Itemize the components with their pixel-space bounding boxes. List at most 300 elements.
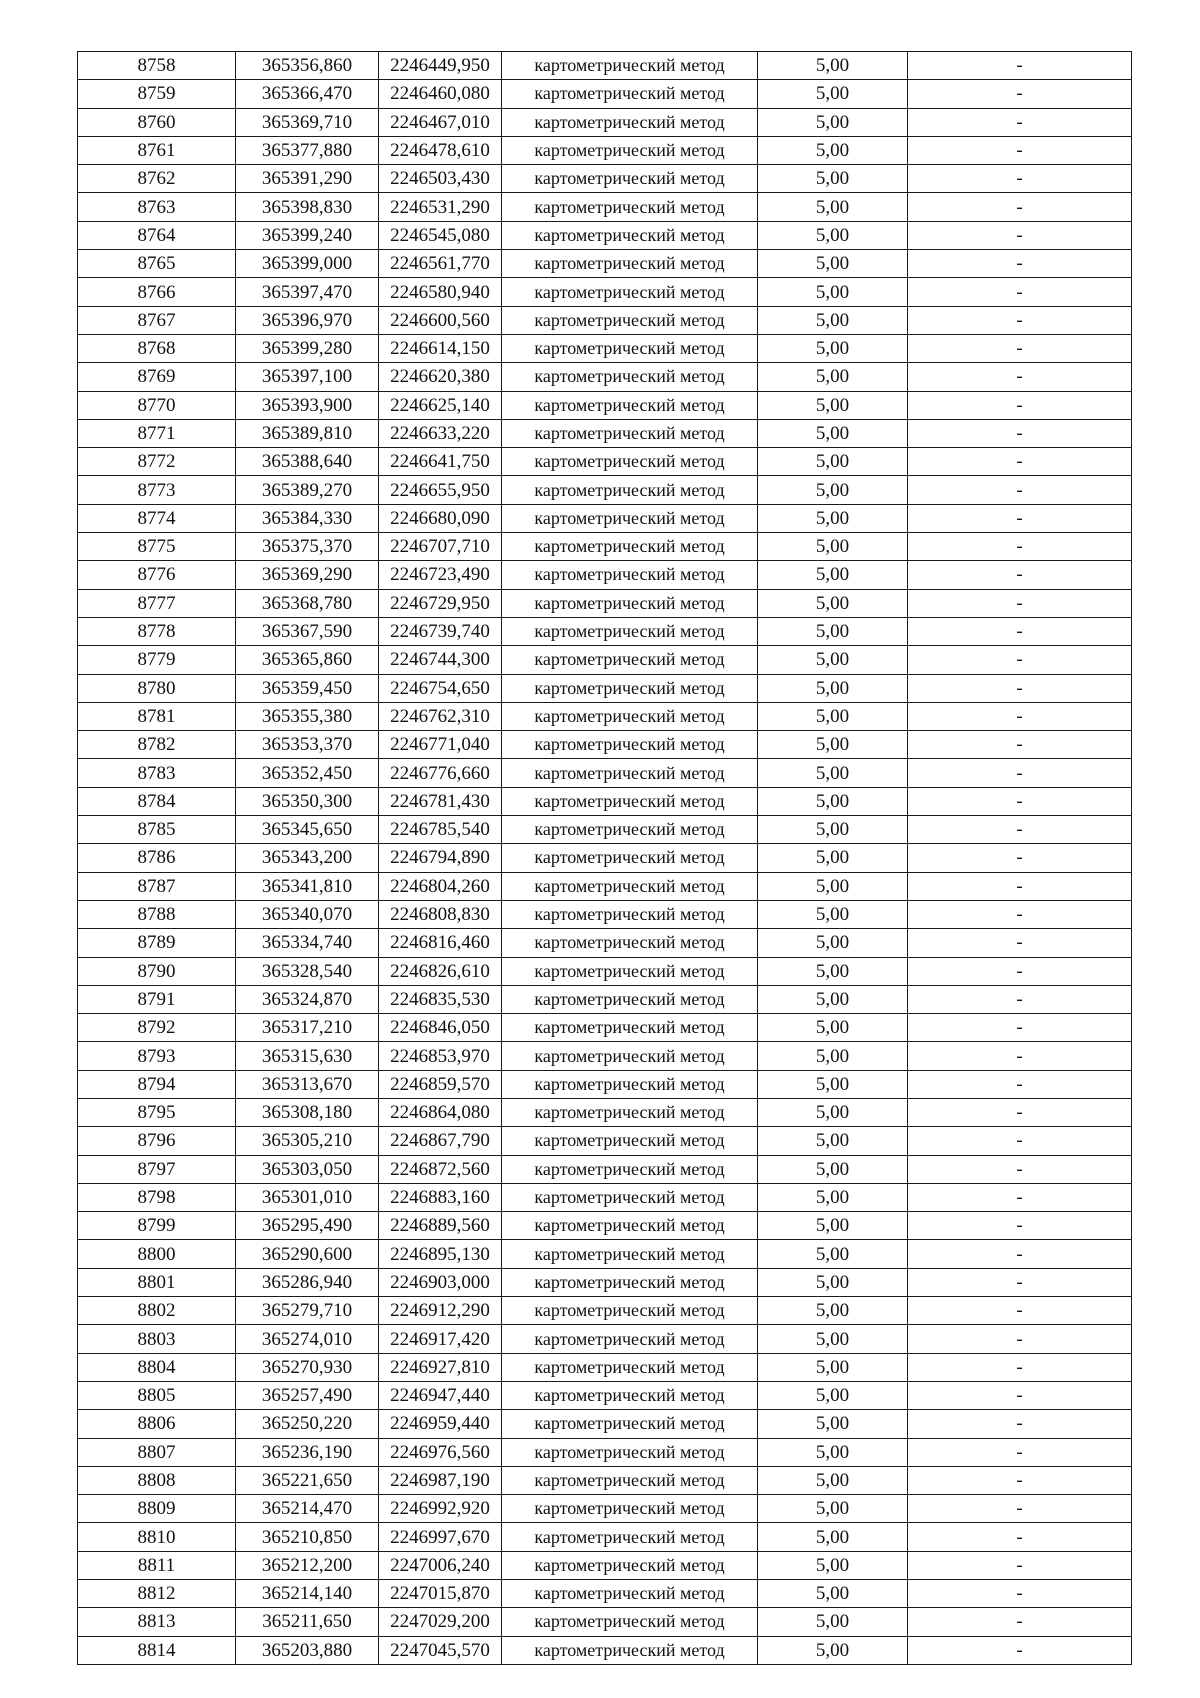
accuracy-cell: 5,00: [758, 1580, 908, 1608]
description-cell: -: [908, 250, 1132, 278]
point-number-cell: 8784: [78, 787, 236, 815]
accuracy-cell: 5,00: [758, 1155, 908, 1183]
table-row: [78, 363, 1132, 391]
y-coordinate-cell: 2246781,430: [379, 787, 502, 815]
y-coordinate-cell: 2246816,460: [379, 929, 502, 957]
x-coordinate-cell: 365341,810: [236, 872, 379, 900]
method-cell: картометрический метод: [502, 1070, 758, 1098]
accuracy-cell: 5,00: [758, 221, 908, 249]
x-coordinate-cell: 365366,470: [236, 80, 379, 108]
point-number-cell: 8786: [78, 844, 236, 872]
description-cell: -: [908, 1155, 1132, 1183]
description-cell: -: [908, 985, 1132, 1013]
y-coordinate-cell: 2246976,560: [379, 1438, 502, 1466]
table-row: [78, 1381, 1132, 1409]
table-row: [78, 759, 1132, 787]
x-coordinate-cell: 365355,380: [236, 702, 379, 730]
accuracy-cell: 5,00: [758, 617, 908, 645]
method-cell: картометрический метод: [502, 900, 758, 928]
accuracy-cell: 5,00: [758, 929, 908, 957]
x-coordinate-cell: 365315,630: [236, 1042, 379, 1070]
table-row: [78, 504, 1132, 532]
accuracy-cell: 5,00: [758, 1070, 908, 1098]
y-coordinate-cell: 2246744,300: [379, 646, 502, 674]
accuracy-cell: 5,00: [758, 80, 908, 108]
description-cell: -: [908, 448, 1132, 476]
description-cell: -: [908, 1240, 1132, 1268]
x-coordinate-cell: 365399,000: [236, 250, 379, 278]
method-cell: картометрический метод: [502, 419, 758, 447]
point-number-cell: 8800: [78, 1240, 236, 1268]
description-cell: -: [908, 589, 1132, 617]
accuracy-cell: 5,00: [758, 731, 908, 759]
method-cell: картометрический метод: [502, 448, 758, 476]
table-row: [78, 533, 1132, 561]
x-coordinate-cell: 365270,930: [236, 1353, 379, 1381]
y-coordinate-cell: 2246776,660: [379, 759, 502, 787]
accuracy-cell: 5,00: [758, 1014, 908, 1042]
x-coordinate-cell: 365389,270: [236, 476, 379, 504]
y-coordinate-cell: 2246655,950: [379, 476, 502, 504]
accuracy-cell: 5,00: [758, 1438, 908, 1466]
x-coordinate-cell: 365356,860: [236, 52, 379, 80]
description-cell: -: [908, 1127, 1132, 1155]
point-number-cell: 8791: [78, 985, 236, 1013]
description-cell: -: [908, 1014, 1132, 1042]
y-coordinate-cell: 2246633,220: [379, 419, 502, 447]
accuracy-cell: 5,00: [758, 1608, 908, 1636]
y-coordinate-cell: 2246997,670: [379, 1523, 502, 1551]
coordinates-table: [77, 51, 1132, 1665]
description-cell: -: [908, 957, 1132, 985]
method-cell: картометрический метод: [502, 306, 758, 334]
x-coordinate-cell: 365396,970: [236, 306, 379, 334]
description-cell: -: [908, 1212, 1132, 1240]
description-cell: -: [908, 278, 1132, 306]
point-number-cell: 8796: [78, 1127, 236, 1155]
point-number-cell: 8812: [78, 1580, 236, 1608]
table-row: [78, 1466, 1132, 1494]
accuracy-cell: 5,00: [758, 1183, 908, 1211]
x-coordinate-cell: 365295,490: [236, 1212, 379, 1240]
method-cell: картометрический метод: [502, 278, 758, 306]
accuracy-cell: 5,00: [758, 1297, 908, 1325]
table-row: [78, 250, 1132, 278]
accuracy-cell: 5,00: [758, 363, 908, 391]
description-cell: -: [908, 1580, 1132, 1608]
table-row: [78, 165, 1132, 193]
y-coordinate-cell: 2246545,080: [379, 221, 502, 249]
accuracy-cell: 5,00: [758, 419, 908, 447]
description-cell: -: [908, 1070, 1132, 1098]
x-coordinate-cell: 365210,850: [236, 1523, 379, 1551]
x-coordinate-cell: 365369,710: [236, 108, 379, 136]
x-coordinate-cell: 365221,650: [236, 1466, 379, 1494]
method-cell: картометрический метод: [502, 1636, 758, 1664]
x-coordinate-cell: 365399,240: [236, 221, 379, 249]
point-number-cell: 8801: [78, 1268, 236, 1296]
point-number-cell: 8805: [78, 1381, 236, 1409]
description-cell: -: [908, 1410, 1132, 1438]
method-cell: картометрический метод: [502, 1466, 758, 1494]
table-row: [78, 1212, 1132, 1240]
x-coordinate-cell: 365257,490: [236, 1381, 379, 1409]
table-row: [78, 929, 1132, 957]
description-cell: -: [908, 165, 1132, 193]
y-coordinate-cell: 2246785,540: [379, 816, 502, 844]
y-coordinate-cell: 2246614,150: [379, 334, 502, 362]
table-row: [78, 1297, 1132, 1325]
point-number-cell: 8758: [78, 52, 236, 80]
table-row: [78, 80, 1132, 108]
description-cell: -: [908, 193, 1132, 221]
table-row: [78, 136, 1132, 164]
description-cell: -: [908, 1636, 1132, 1664]
description-cell: -: [908, 1551, 1132, 1579]
point-number-cell: 8770: [78, 391, 236, 419]
method-cell: картометрический метод: [502, 363, 758, 391]
x-coordinate-cell: 365286,940: [236, 1268, 379, 1296]
y-coordinate-cell: 2246754,650: [379, 674, 502, 702]
x-coordinate-cell: 365399,280: [236, 334, 379, 362]
table-row: [78, 957, 1132, 985]
y-coordinate-cell: 2246927,810: [379, 1353, 502, 1381]
y-coordinate-cell: 2246846,050: [379, 1014, 502, 1042]
method-cell: картометрический метод: [502, 1410, 758, 1438]
description-cell: -: [908, 504, 1132, 532]
description-cell: -: [908, 363, 1132, 391]
table-row: [78, 561, 1132, 589]
method-cell: картометрический метод: [502, 1381, 758, 1409]
point-number-cell: 8768: [78, 334, 236, 362]
x-coordinate-cell: 365350,300: [236, 787, 379, 815]
table-row: [78, 391, 1132, 419]
y-coordinate-cell: 2246853,970: [379, 1042, 502, 1070]
y-coordinate-cell: 2246872,560: [379, 1155, 502, 1183]
point-number-cell: 8813: [78, 1608, 236, 1636]
point-number-cell: 8799: [78, 1212, 236, 1240]
x-coordinate-cell: 365324,870: [236, 985, 379, 1013]
accuracy-cell: 5,00: [758, 250, 908, 278]
y-coordinate-cell: 2246561,770: [379, 250, 502, 278]
point-number-cell: 8767: [78, 306, 236, 334]
point-number-cell: 8790: [78, 957, 236, 985]
x-coordinate-cell: 365368,780: [236, 589, 379, 617]
accuracy-cell: 5,00: [758, 52, 908, 80]
y-coordinate-cell: 2246804,260: [379, 872, 502, 900]
point-number-cell: 8803: [78, 1325, 236, 1353]
point-number-cell: 8772: [78, 448, 236, 476]
method-cell: картометрический метод: [502, 929, 758, 957]
point-number-cell: 8814: [78, 1636, 236, 1664]
point-number-cell: 8771: [78, 419, 236, 447]
table-row: [78, 702, 1132, 730]
x-coordinate-cell: 365345,650: [236, 816, 379, 844]
method-cell: картометрический метод: [502, 1353, 758, 1381]
table-row: [78, 1098, 1132, 1126]
y-coordinate-cell: 2246771,040: [379, 731, 502, 759]
table-row: [78, 1325, 1132, 1353]
table-row: [78, 448, 1132, 476]
point-number-cell: 8780: [78, 674, 236, 702]
table-row: [78, 646, 1132, 674]
accuracy-cell: 5,00: [758, 1212, 908, 1240]
y-coordinate-cell: 2246895,130: [379, 1240, 502, 1268]
table-row: [78, 1523, 1132, 1551]
table-row: [78, 787, 1132, 815]
point-number-cell: 8783: [78, 759, 236, 787]
table-row: [78, 674, 1132, 702]
description-cell: -: [908, 646, 1132, 674]
point-number-cell: 8804: [78, 1353, 236, 1381]
description-cell: -: [908, 1438, 1132, 1466]
accuracy-cell: 5,00: [758, 1353, 908, 1381]
point-number-cell: 8774: [78, 504, 236, 532]
accuracy-cell: 5,00: [758, 1042, 908, 1070]
accuracy-cell: 5,00: [758, 504, 908, 532]
y-coordinate-cell: 2246478,610: [379, 136, 502, 164]
accuracy-cell: 5,00: [758, 702, 908, 730]
accuracy-cell: 5,00: [758, 900, 908, 928]
x-coordinate-cell: 365308,180: [236, 1098, 379, 1126]
point-number-cell: 8769: [78, 363, 236, 391]
y-coordinate-cell: 2246460,080: [379, 80, 502, 108]
accuracy-cell: 5,00: [758, 476, 908, 504]
table-row: [78, 1155, 1132, 1183]
method-cell: картометрический метод: [502, 957, 758, 985]
method-cell: картометрический метод: [502, 731, 758, 759]
x-coordinate-cell: 365279,710: [236, 1297, 379, 1325]
description-cell: -: [908, 1353, 1132, 1381]
method-cell: картометрический метод: [502, 108, 758, 136]
point-number-cell: 8773: [78, 476, 236, 504]
point-number-cell: 8788: [78, 900, 236, 928]
table-row: [78, 108, 1132, 136]
accuracy-cell: 5,00: [758, 985, 908, 1013]
table-row: [78, 419, 1132, 447]
method-cell: картометрический метод: [502, 193, 758, 221]
document-page: [77, 51, 1131, 1665]
description-cell: -: [908, 702, 1132, 730]
y-coordinate-cell: 2246992,920: [379, 1495, 502, 1523]
accuracy-cell: 5,00: [758, 136, 908, 164]
x-coordinate-cell: 365340,070: [236, 900, 379, 928]
point-number-cell: 8762: [78, 165, 236, 193]
description-cell: -: [908, 816, 1132, 844]
y-coordinate-cell: 2246883,160: [379, 1183, 502, 1211]
accuracy-cell: 5,00: [758, 589, 908, 617]
x-coordinate-cell: 365236,190: [236, 1438, 379, 1466]
y-coordinate-cell: 2246503,430: [379, 165, 502, 193]
y-coordinate-cell: 2246826,610: [379, 957, 502, 985]
x-coordinate-cell: 365211,650: [236, 1608, 379, 1636]
description-cell: -: [908, 1183, 1132, 1211]
y-coordinate-cell: 2247015,870: [379, 1580, 502, 1608]
accuracy-cell: 5,00: [758, 759, 908, 787]
table-row: [78, 1240, 1132, 1268]
accuracy-cell: 5,00: [758, 844, 908, 872]
method-cell: картометрический метод: [502, 759, 758, 787]
accuracy-cell: 5,00: [758, 108, 908, 136]
point-number-cell: 8809: [78, 1495, 236, 1523]
description-cell: -: [908, 108, 1132, 136]
point-number-cell: 8798: [78, 1183, 236, 1211]
accuracy-cell: 5,00: [758, 1495, 908, 1523]
method-cell: картометрический метод: [502, 872, 758, 900]
y-coordinate-cell: 2246864,080: [379, 1098, 502, 1126]
description-cell: -: [908, 52, 1132, 80]
table-row: [78, 278, 1132, 306]
table-row: [78, 589, 1132, 617]
table-row: [78, 1551, 1132, 1579]
y-coordinate-cell: 2246889,560: [379, 1212, 502, 1240]
y-coordinate-cell: 2247029,200: [379, 1608, 502, 1636]
method-cell: картометрический метод: [502, 1098, 758, 1126]
description-cell: -: [908, 731, 1132, 759]
method-cell: картометрический метод: [502, 1580, 758, 1608]
x-coordinate-cell: 365214,470: [236, 1495, 379, 1523]
accuracy-cell: 5,00: [758, 872, 908, 900]
point-number-cell: 8761: [78, 136, 236, 164]
table-row: [78, 1183, 1132, 1211]
table-row: [78, 221, 1132, 249]
description-cell: -: [908, 787, 1132, 815]
table-row: [78, 1608, 1132, 1636]
point-number-cell: 8764: [78, 221, 236, 249]
accuracy-cell: 5,00: [758, 561, 908, 589]
x-coordinate-cell: 365352,450: [236, 759, 379, 787]
point-number-cell: 8806: [78, 1410, 236, 1438]
point-number-cell: 8782: [78, 731, 236, 759]
table-row: [78, 306, 1132, 334]
table-row: [78, 816, 1132, 844]
point-number-cell: 8760: [78, 108, 236, 136]
x-coordinate-cell: 365203,880: [236, 1636, 379, 1664]
x-coordinate-cell: 365328,540: [236, 957, 379, 985]
point-number-cell: 8797: [78, 1155, 236, 1183]
method-cell: картометрический метод: [502, 1183, 758, 1211]
table-row: [78, 1580, 1132, 1608]
table-row: [78, 1042, 1132, 1070]
x-coordinate-cell: 365369,290: [236, 561, 379, 589]
y-coordinate-cell: 2246762,310: [379, 702, 502, 730]
description-cell: -: [908, 1098, 1132, 1126]
description-cell: -: [908, 674, 1132, 702]
y-coordinate-cell: 2246794,890: [379, 844, 502, 872]
description-cell: -: [908, 561, 1132, 589]
accuracy-cell: 5,00: [758, 787, 908, 815]
description-cell: -: [908, 80, 1132, 108]
x-coordinate-cell: 365250,220: [236, 1410, 379, 1438]
table-row: [78, 1636, 1132, 1664]
method-cell: картометрический метод: [502, 391, 758, 419]
x-coordinate-cell: 365313,670: [236, 1070, 379, 1098]
accuracy-cell: 5,00: [758, 1098, 908, 1126]
x-coordinate-cell: 365389,810: [236, 419, 379, 447]
x-coordinate-cell: 365397,100: [236, 363, 379, 391]
x-coordinate-cell: 365301,010: [236, 1183, 379, 1211]
point-number-cell: 8787: [78, 872, 236, 900]
table-row: [78, 872, 1132, 900]
accuracy-cell: 5,00: [758, 165, 908, 193]
method-cell: картометрический метод: [502, 589, 758, 617]
table-row: [78, 617, 1132, 645]
accuracy-cell: 5,00: [758, 334, 908, 362]
method-cell: картометрический метод: [502, 1438, 758, 1466]
point-number-cell: 8776: [78, 561, 236, 589]
y-coordinate-cell: 2246680,090: [379, 504, 502, 532]
method-cell: картометрический метод: [502, 816, 758, 844]
accuracy-cell: 5,00: [758, 646, 908, 674]
point-number-cell: 8766: [78, 278, 236, 306]
method-cell: картометрический метод: [502, 1325, 758, 1353]
x-coordinate-cell: 365274,010: [236, 1325, 379, 1353]
method-cell: картометрический метод: [502, 334, 758, 362]
y-coordinate-cell: 2246580,940: [379, 278, 502, 306]
point-number-cell: 8792: [78, 1014, 236, 1042]
y-coordinate-cell: 2246987,190: [379, 1466, 502, 1494]
y-coordinate-cell: 2246729,950: [379, 589, 502, 617]
point-number-cell: 8807: [78, 1438, 236, 1466]
point-number-cell: 8795: [78, 1098, 236, 1126]
description-cell: -: [908, 900, 1132, 928]
description-cell: -: [908, 872, 1132, 900]
table-row: [78, 52, 1132, 80]
x-coordinate-cell: 365305,210: [236, 1127, 379, 1155]
method-cell: картометрический метод: [502, 1240, 758, 1268]
accuracy-cell: 5,00: [758, 1636, 908, 1664]
method-cell: картометрический метод: [502, 52, 758, 80]
description-cell: -: [908, 391, 1132, 419]
point-number-cell: 8789: [78, 929, 236, 957]
description-cell: -: [908, 1325, 1132, 1353]
x-coordinate-cell: 365393,900: [236, 391, 379, 419]
point-number-cell: 8765: [78, 250, 236, 278]
description-cell: -: [908, 533, 1132, 561]
x-coordinate-cell: 365384,330: [236, 504, 379, 532]
x-coordinate-cell: 365377,880: [236, 136, 379, 164]
table-row: [78, 731, 1132, 759]
table-row: [78, 985, 1132, 1013]
y-coordinate-cell: 2246835,530: [379, 985, 502, 1013]
y-coordinate-cell: 2246620,380: [379, 363, 502, 391]
description-cell: -: [908, 1523, 1132, 1551]
method-cell: картометрический метод: [502, 476, 758, 504]
accuracy-cell: 5,00: [758, 533, 908, 561]
method-cell: картометрический метод: [502, 702, 758, 730]
x-coordinate-cell: 365375,370: [236, 533, 379, 561]
method-cell: картометрический метод: [502, 985, 758, 1013]
x-coordinate-cell: 365388,640: [236, 448, 379, 476]
point-number-cell: 8808: [78, 1466, 236, 1494]
y-coordinate-cell: 2247006,240: [379, 1551, 502, 1579]
table-row: [78, 900, 1132, 928]
x-coordinate-cell: 365343,200: [236, 844, 379, 872]
table-row: [78, 193, 1132, 221]
method-cell: картометрический метод: [502, 80, 758, 108]
accuracy-cell: 5,00: [758, 278, 908, 306]
accuracy-cell: 5,00: [758, 306, 908, 334]
point-number-cell: 8775: [78, 533, 236, 561]
y-coordinate-cell: 2246641,750: [379, 448, 502, 476]
y-coordinate-cell: 2247045,570: [379, 1636, 502, 1664]
x-coordinate-cell: 365397,470: [236, 278, 379, 306]
x-coordinate-cell: 365290,600: [236, 1240, 379, 1268]
table-row: [78, 334, 1132, 362]
method-cell: картометрический метод: [502, 1608, 758, 1636]
method-cell: картометрический метод: [502, 136, 758, 164]
x-coordinate-cell: 365334,740: [236, 929, 379, 957]
